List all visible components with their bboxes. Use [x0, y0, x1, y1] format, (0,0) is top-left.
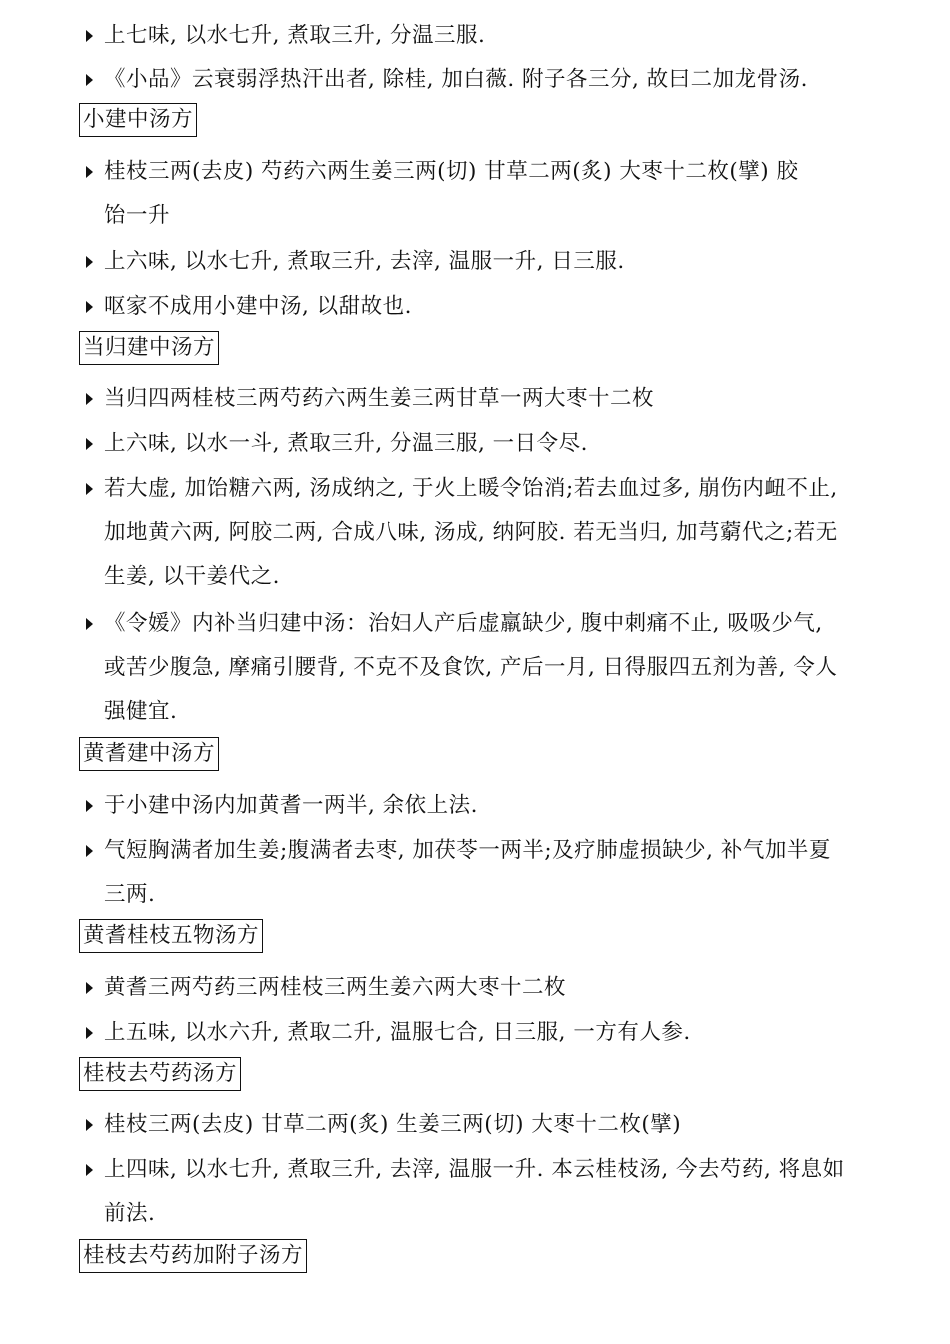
- paragraph-text: 桂枝三两(去皮) 芍药六两生姜三两(切) 甘草二两(炙) 大枣十二枚(擘) 胶: [104, 159, 799, 184]
- paragraph: [0, 14, 950, 58]
- bullet-icon: [86, 166, 93, 178]
- paragraph-continuation: [0, 690, 950, 734]
- paragraph: [0, 58, 950, 102]
- section-heading: 黄耆建中汤方: [79, 737, 219, 771]
- bullet-icon: [86, 1164, 93, 1176]
- bullet-icon: [86, 1027, 93, 1039]
- paragraph-text: 于小建中汤内加黄耆一两半, 余依上法.: [104, 793, 479, 818]
- bullet-icon: [86, 74, 93, 86]
- paragraph-continuation: [0, 555, 950, 599]
- bullet-icon: [86, 301, 93, 313]
- paragraph-text: 气短胸满者加生姜;腹满者去枣, 加茯苓一两半;及疗肺虚损缺少, 补气加半夏: [104, 838, 831, 863]
- section-heading: 当归建中汤方: [79, 331, 219, 365]
- paragraph: [0, 240, 950, 284]
- paragraph: [0, 150, 950, 194]
- paragraph: [0, 1148, 950, 1192]
- bullet-icon: [86, 256, 93, 268]
- paragraph: [0, 966, 950, 1010]
- paragraph: [0, 784, 950, 828]
- paragraph-text: 饴一升: [104, 203, 171, 228]
- paragraph-text: 《小品》云衰弱浮热汗出者, 除桂, 加白薇. 附子各三分, 故曰二加龙骨汤.: [104, 67, 809, 92]
- paragraph-text: 或苦少腹急, 摩痛引腰背, 不克不及食饮, 产后一月, 日得服四五剂为善, 令人: [104, 655, 838, 680]
- paragraph-text: 黄耆三两芍药三两桂枝三两生姜六两大枣十二枚: [104, 975, 567, 1000]
- section-heading: 桂枝去芍药汤方: [79, 1057, 241, 1091]
- bullet-icon: [86, 30, 93, 42]
- paragraph: [0, 422, 950, 466]
- paragraph-text: 若大虚, 加饴糖六两, 汤成纳之, 于火上暖令饴消;若去血过多, 崩伤内衄不止,: [104, 476, 838, 501]
- bullet-icon: [86, 483, 93, 495]
- paragraph-text: 上七味, 以水七升, 煮取三升, 分温三服.: [104, 23, 486, 48]
- paragraph-continuation: [0, 873, 950, 917]
- paragraph-text: 加地黄六两, 阿胶二两, 合成八味, 汤成, 纳阿胶. 若无当归, 加芎藭代之;若无: [104, 520, 838, 545]
- paragraph-text: 上五味, 以水六升, 煮取二升, 温服七合, 日三服, 一方有人参.: [104, 1020, 691, 1045]
- paragraph-continuation: [0, 646, 950, 690]
- bullet-icon: [86, 800, 93, 812]
- paragraph-text: 《令媛》内补当归建中汤：治妇人产后虚羸缺少, 腹中刺痛不止, 吸吸少气,: [104, 611, 823, 636]
- paragraph-text: 强健宜.: [104, 699, 178, 724]
- section-heading: 黄耆桂枝五物汤方: [79, 919, 263, 953]
- bullet-icon: [86, 1119, 93, 1131]
- bullet-icon: [86, 438, 93, 450]
- paragraph: [0, 285, 950, 329]
- paragraph-text: 上六味, 以水七升, 煮取三升, 去滓, 温服一升, 日三服.: [104, 249, 625, 274]
- paragraph-text: 三两.: [104, 882, 156, 907]
- paragraph: [0, 602, 950, 646]
- paragraph-text: 前法.: [104, 1201, 156, 1226]
- paragraph-continuation: [0, 511, 950, 555]
- paragraph-text: 生姜, 以干姜代之.: [104, 564, 281, 589]
- paragraph-text: 桂枝三两(去皮) 甘草二两(炙) 生姜三两(切) 大枣十二枚(擘): [104, 1112, 682, 1137]
- paragraph: [0, 1103, 950, 1147]
- paragraph: [0, 829, 950, 873]
- paragraph-text: 呕家不成用小建中汤, 以甜故也.: [104, 294, 413, 319]
- section-heading: 桂枝去芍药加附子汤方: [79, 1239, 307, 1273]
- bullet-icon: [86, 845, 93, 857]
- paragraph: [0, 1011, 950, 1055]
- paragraph: [0, 467, 950, 511]
- bullet-icon: [86, 393, 93, 405]
- paragraph-text: 上六味, 以水一斗, 煮取三升, 分温三服, 一日令尽.: [104, 431, 589, 456]
- bullet-icon: [86, 982, 93, 994]
- paragraph-text: 当归四两桂枝三两芍药六两生姜三两甘草一两大枣十二枚: [104, 386, 655, 411]
- section-heading: 小建中汤方: [79, 103, 197, 137]
- paragraph-continuation: [0, 1192, 950, 1236]
- paragraph-text: 上四味, 以水七升, 煮取三升, 去滓, 温服一升. 本云桂枝汤, 今去芍药, 将息如: [104, 1157, 845, 1182]
- paragraph: [0, 377, 950, 421]
- bullet-icon: [86, 618, 93, 630]
- paragraph-continuation: [0, 194, 950, 238]
